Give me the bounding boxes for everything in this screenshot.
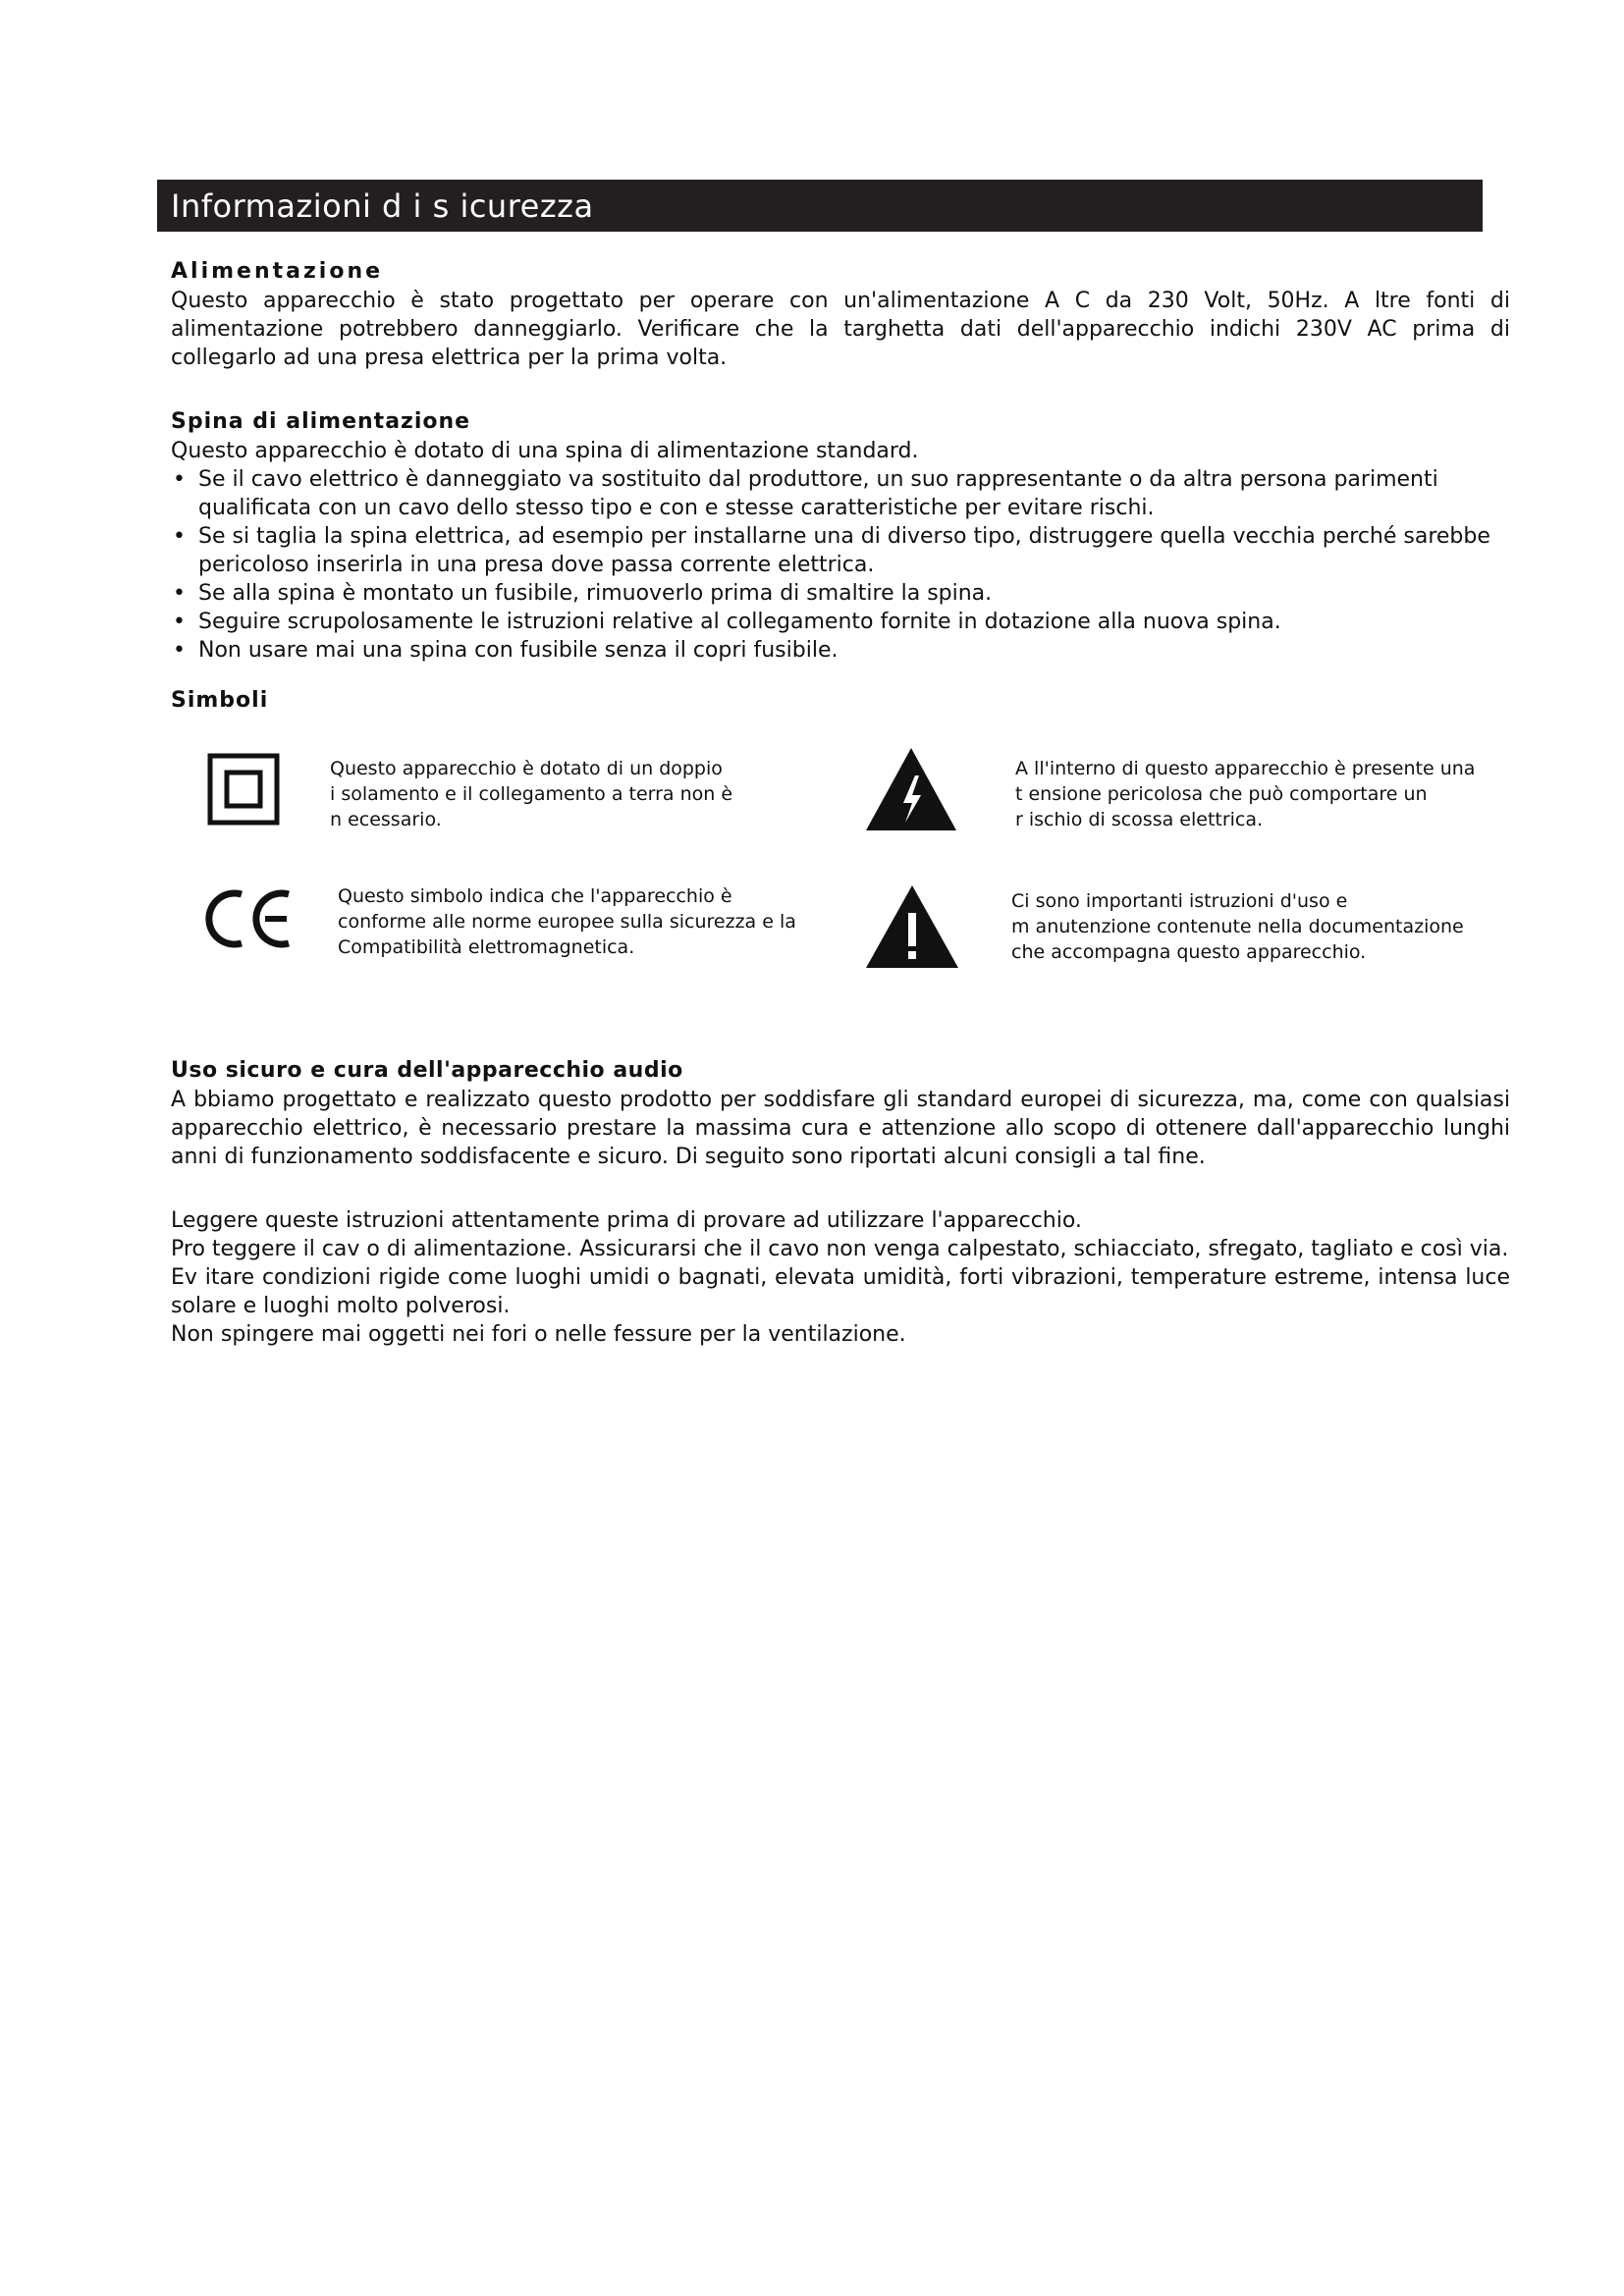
lightning-warning-icon: [864, 746, 958, 832]
safe-use-tip: Leggere queste istruzioni attentamente prima di provare ad utilizzare l'apparecchio.: [171, 1208, 1082, 1233]
exclamation-warning-icon: [864, 883, 960, 970]
list-item: • Se si taglia la spina elettrica, ad esempio per installarne una di diverso tipo, distruggere quella vecchia perché sarebbe pericoloso inserirla in una presa dove passa corrente elettrica.: [173, 524, 1490, 577]
plug-intro: Questo apparecchio è dotato di una spina di alimentazione standard.: [171, 439, 919, 463]
list-item: • Non usare mai una spina con fusibile senza il copri fusibile.: [173, 638, 839, 663]
plug-bullet-list: [171, 465, 1510, 665]
ce-mark-text: Questo simbolo indica che l'apparecchio è conforme alle norme europee sulla sicurezza e la Compatibilità elettromagnetica.: [338, 885, 796, 958]
bullet-icon: •: [173, 467, 186, 492]
page-title: Informazioni d i s icurezza: [171, 187, 594, 225]
list-item: • Seguire scrupolosamente le istruzioni relative al collegamento fornite in dotazione alla nuova spina.: [173, 610, 1281, 634]
power-heading: Alimentazione: [171, 259, 384, 284]
list-item: • Se alla spina è montato un fusibile, rimuoverlo prima di smaltire la spina.: [173, 581, 993, 606]
list-item: • Se il cavo elettrico è danneggiato va sostituito dal produttore, un suo rappresentante o da altra persona parimenti qualificata con un cavo dello stesso tipo e con e stesse caratteristiche per evitare rischi.: [173, 467, 1438, 520]
bullet-icon: •: [173, 638, 186, 663]
ce-mark-icon: [202, 888, 295, 949]
double-insulation-text: Questo apparecchio è dotato di un doppio i solamento e il collegamento a terra non è n ecessario.: [330, 758, 733, 830]
safe-use-paragraph: A bbiamo progettato e realizzato questo prodotto per soddisfare gli standard europei di sicurezza, ma, come con qualsiasi apparecchio elettrico, è necessario prestare la massima cura e attenzione allo scopo di ottenere dall'apparecchio lunghi anni di funzionamento soddisfacente e sicuro. Di seguito sono riportati alcuni consigli a tal fine.: [171, 1088, 1510, 1169]
bullet-icon: •: [173, 581, 186, 606]
symbols-grid: [171, 746, 1510, 982]
double-insulation-icon: [207, 753, 280, 826]
bullet-icon: •: [173, 610, 186, 634]
safe-use-tip: Ev itare condizioni rigide come luoghi umidi o bagnati, elevata umidità, forti vibrazioni, temperature estreme, intensa luce solare e luoghi molto polverosi.: [171, 1265, 1510, 1318]
plug-heading: Spina di alimentazione: [171, 409, 471, 434]
section-banner: [157, 180, 1483, 232]
safe-use-section: [171, 1056, 1510, 1349]
safe-use-tip: Pro teggere il cav o di alimentazione. Assicurarsi che il cavo non venga calpestato, schiacciato, sfregato, tagliato e così via.: [171, 1237, 1509, 1261]
power-paragraph: Questo apparecchio è stato progettato per operare con un'alimentazione A C da 230 Volt, 50Hz. A ltre fonti di alimentazione potrebbero danneggiarlo. Verificare che la targhetta dati dell'apparecchio indichi 230V AC prima di collegarlo ad una presa elettrica per la prima volta.: [171, 289, 1510, 370]
safe-use-tip: Non spingere mai oggetti nei fori o nelle fessure per la ventilazione.: [171, 1322, 906, 1347]
lightning-warning-text: A ll'interno di questo apparecchio è presente una t ensione pericolosa che può comportare un r ischio di scossa elettrica.: [1015, 758, 1476, 830]
safe-use-heading: Uso sicuro e cura dell'apparecchio audio: [171, 1058, 683, 1083]
exclamation-warning-text: Ci sono importanti istruzioni d'uso e m anutenzione contenute nella documentazione che accompagna questo apparecchio.: [1011, 890, 1464, 963]
power-and-plug-section: [171, 257, 1510, 716]
symbols-heading: Simboli: [171, 688, 269, 713]
bullet-icon: •: [173, 524, 186, 549]
